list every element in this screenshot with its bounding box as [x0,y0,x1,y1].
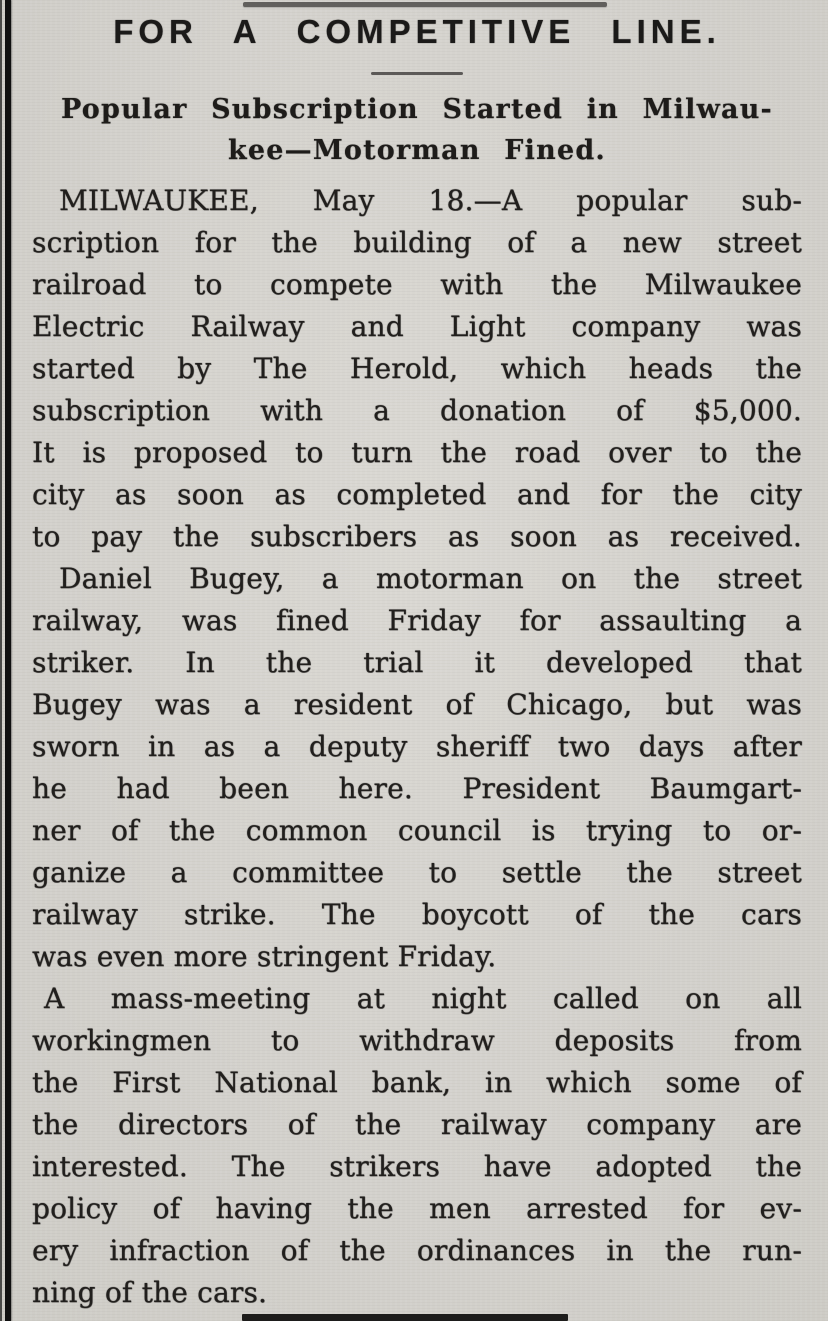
body-line: was even more stringent Friday. [32,940,497,973]
subheadline-line: kee—Motorman Fined. [227,135,607,166]
body-line: subscription with a donation of $5,000. [32,394,802,427]
paragraph [32,180,802,558]
body-line: striker. In the trial it developed that [32,646,802,679]
body-line: to pay the subscribers as soon as received. [32,520,802,553]
body-line: ery infraction of the ordinances in the run- [32,1234,802,1267]
article-subheadline [32,89,802,171]
body-line: workingmen to withdraw deposits from [32,1024,802,1057]
headline-divider [371,72,463,75]
article-text [32,180,802,1314]
body-line: It is proposed to turn the road over to the [32,436,802,469]
body-line: policy of having the men arrested for ev- [32,1192,802,1225]
body-line: railway, was fined Friday for assaulting a [32,604,802,637]
subheadline-line: Popular Subscription Started in Milwau- [61,94,773,125]
body-line: Bugey was a resident of Chicago, but was [32,688,802,721]
body-line: railroad to compete with the Milwaukee [32,268,802,301]
body-line: scription for the building of a new street [32,226,802,259]
body-line: started by The Herold, which heads the [32,352,802,385]
bottom-article-divider [242,1314,568,1321]
body-line: interested. The strikers have adopted the [32,1150,802,1183]
body-line: the directors of the railway company are [32,1108,802,1141]
body-line: he had been here. President Baumgart- [32,772,802,805]
body-line: Electric Railway and Light company was [32,310,802,343]
body-line: sworn in as a deputy sheriff two days after [32,730,802,763]
body-line: Daniel Bugey, a motorman on the street [59,562,802,595]
body-line: MILWAUKEE, May 18.—A popular sub- [59,184,802,217]
body-line: ner of the common council is trying to or- [32,814,802,847]
body-line: the First National bank, in which some of [32,1066,802,1099]
paragraph [32,978,802,1314]
body-line: ning of the cars. [32,1276,268,1309]
body-line: railway strike. The boycott of the cars [32,898,802,931]
body-line: A mass-meeting at night called on all [44,982,802,1015]
paragraph [32,558,802,978]
body-line: ganize a committee to settle the street [32,856,802,889]
article-headline: FOR A COMPETITIVE LINE. [113,13,721,50]
body-line: city as soon as completed and for the city [32,478,802,511]
